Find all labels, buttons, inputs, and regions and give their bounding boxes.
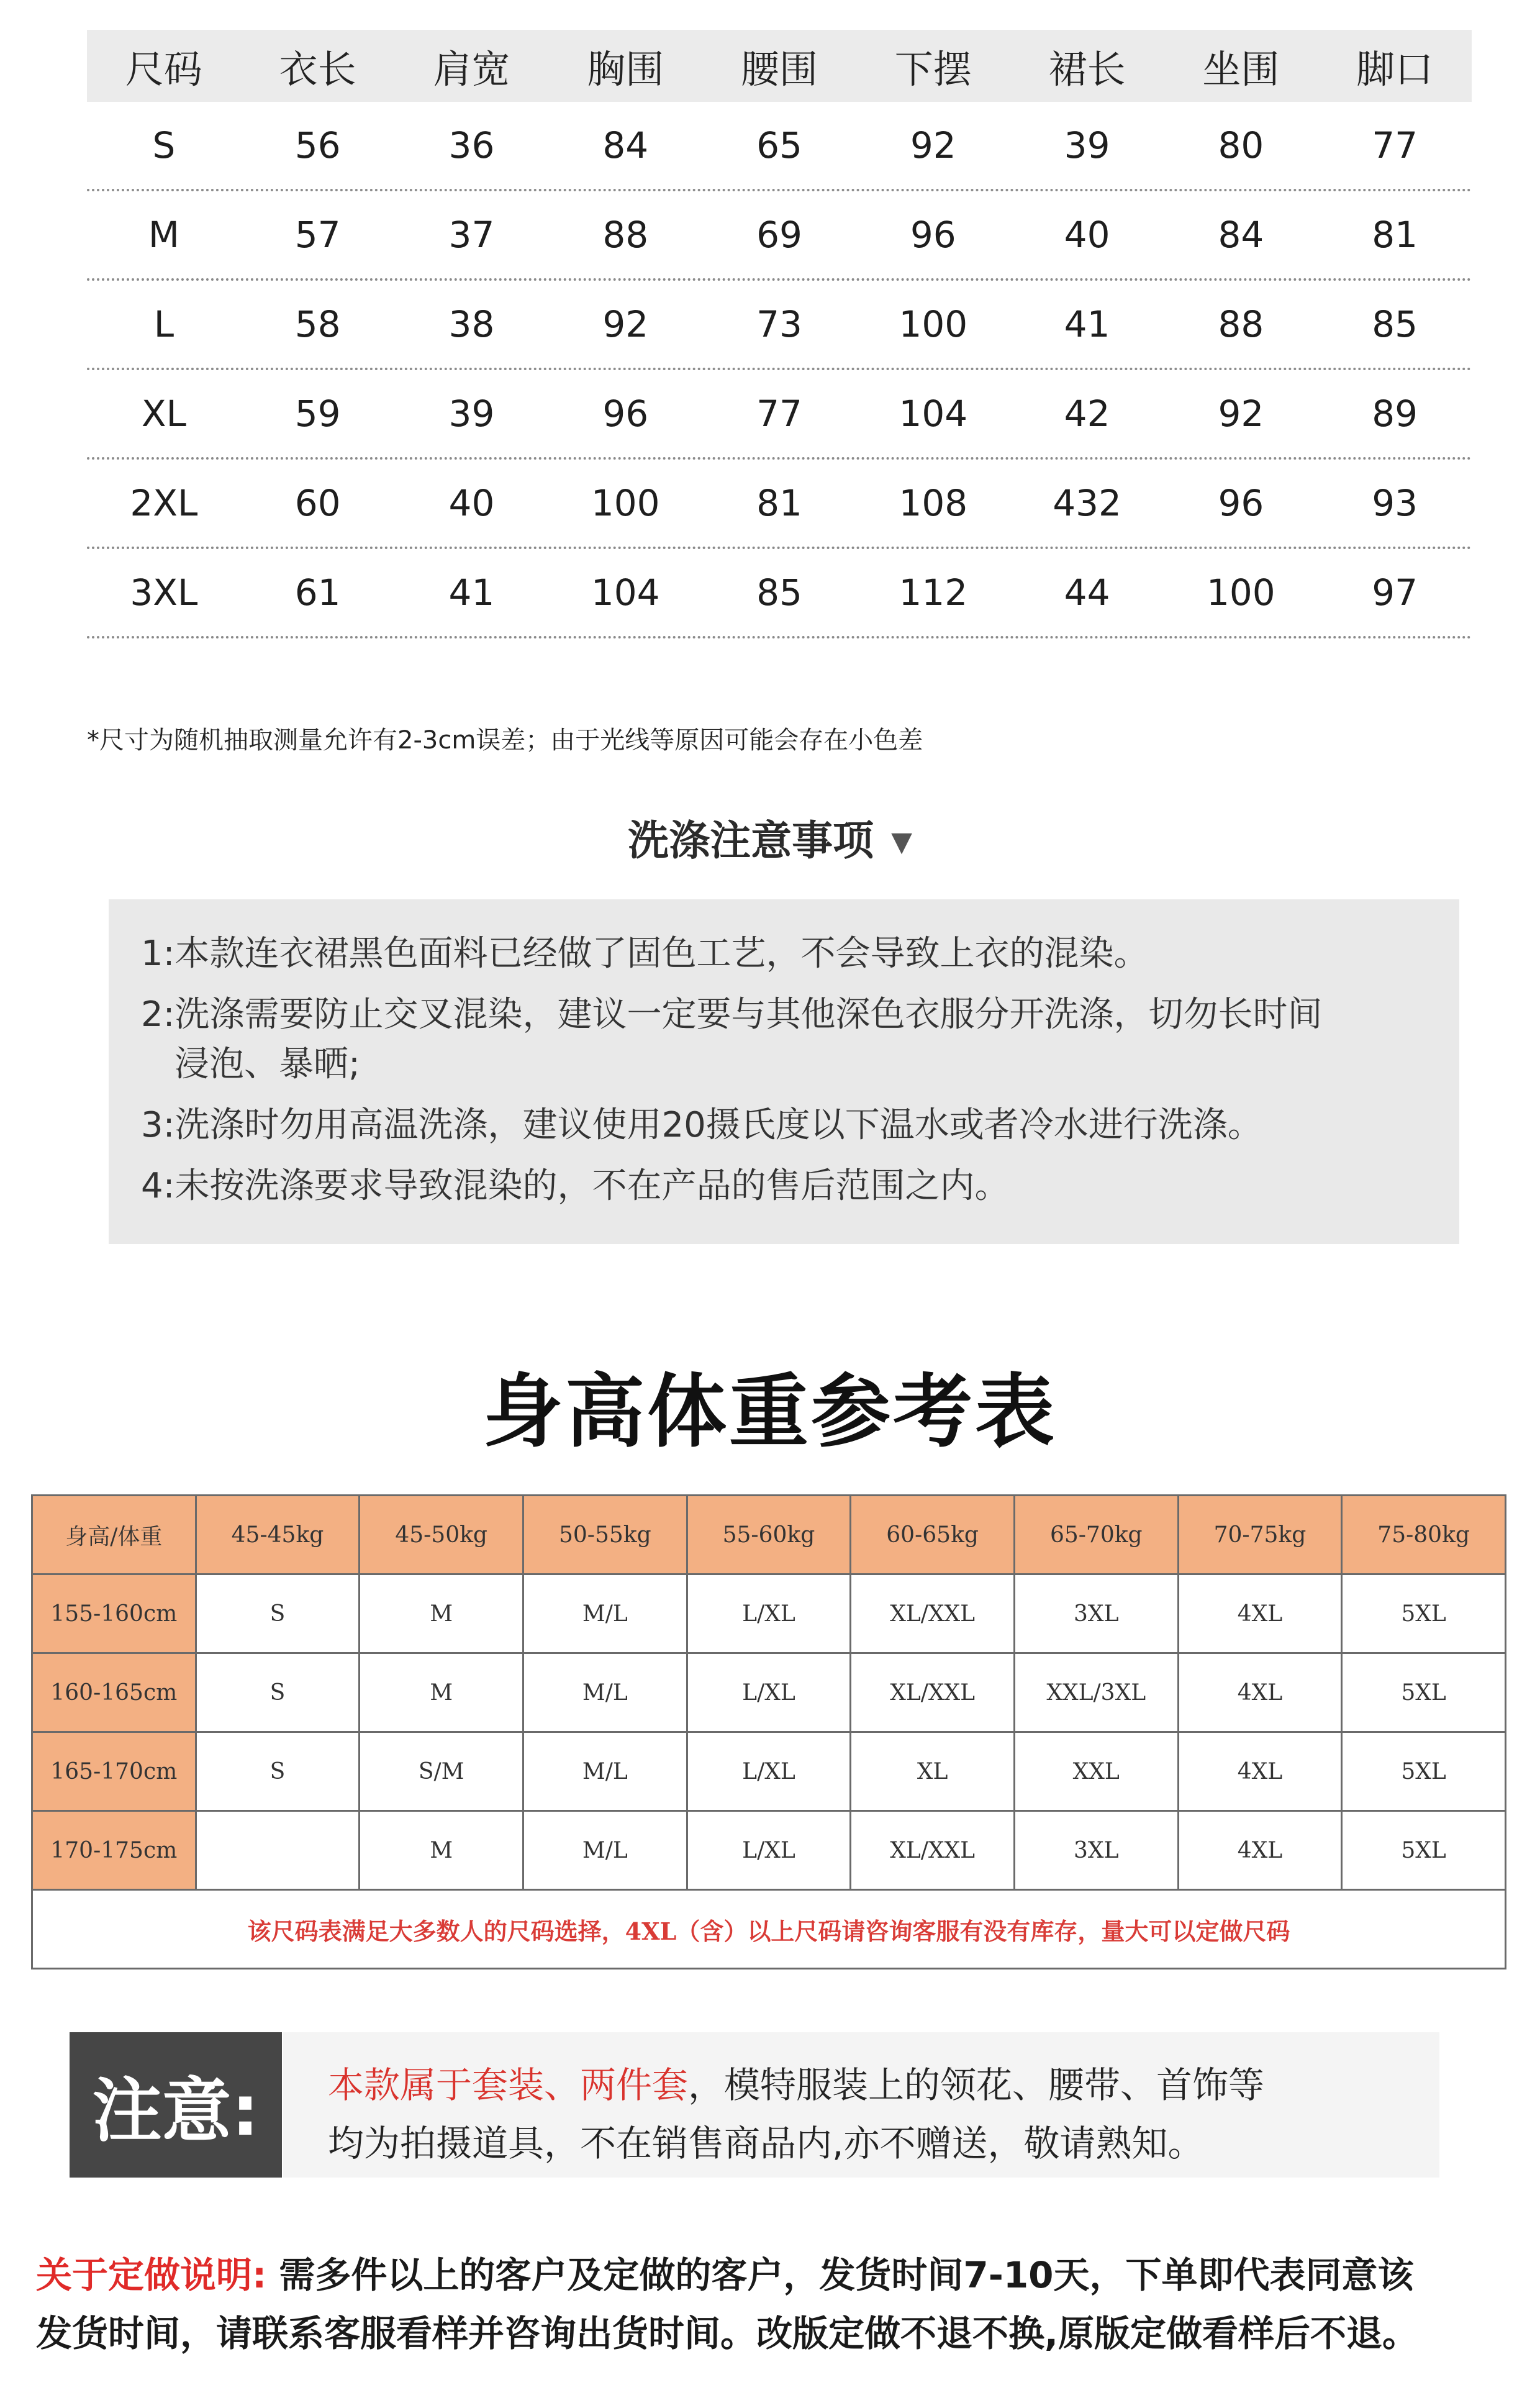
weight-header: 65-70kg [1014, 1496, 1178, 1574]
size-value: 88 [602, 214, 649, 256]
size-value: 84 [1218, 214, 1264, 256]
size-value: 80 [1218, 124, 1264, 166]
recommended-size: 3XL [1014, 1811, 1178, 1890]
size-value: 36 [448, 124, 495, 166]
recommended-size: S [196, 1653, 360, 1732]
wash-item-line: 浸泡、暴晒; [174, 1044, 360, 1084]
size-value: 61 [294, 571, 341, 614]
size-value: 96 [602, 393, 649, 435]
height-weight-table [31, 1494, 1506, 1969]
recommended-size: 4XL [1178, 1574, 1342, 1653]
size-value: 104 [591, 571, 660, 614]
reference-row [32, 1811, 1506, 1890]
recommended-size: XL [851, 1732, 1015, 1811]
recommended-size: L/XL [687, 1811, 851, 1890]
size-value: 81 [756, 482, 802, 524]
size-row [87, 370, 1472, 460]
recommended-size: L/XL [687, 1574, 851, 1653]
recommended-size: L/XL [687, 1732, 851, 1811]
reference-row [32, 1574, 1506, 1653]
size-value: 108 [899, 482, 968, 524]
reference-note-row [32, 1890, 1506, 1969]
height-label: 170-175cm [32, 1811, 196, 1890]
wash-item [141, 990, 1424, 1089]
header-cell: 坐围 [1202, 46, 1280, 92]
notice-badge: 注意: [70, 2032, 282, 2178]
size-row [87, 281, 1472, 370]
size-value: 112 [899, 571, 968, 614]
recommended-size: M [360, 1574, 523, 1653]
size-value: 92 [602, 303, 649, 345]
size-value: 69 [756, 214, 802, 256]
recommended-size: L/XL [687, 1653, 851, 1732]
header-cell: 下摆 [894, 46, 972, 92]
size-value: 77 [1372, 124, 1418, 166]
size-value: 40 [448, 482, 495, 524]
wash-title-text: 洗涤注意事项 [628, 817, 874, 865]
size-value: 44 [1064, 571, 1110, 614]
size-row [87, 102, 1472, 191]
recommended-size [196, 1811, 360, 1890]
size-value: 89 [1372, 393, 1418, 435]
recommended-size: S [196, 1574, 360, 1653]
notice-text [283, 2032, 1439, 2178]
header-cell: 肩宽 [433, 46, 510, 92]
wash-item: 4:未按洗涤要求导致混染的，不在产品的售后范围之内。 [141, 1166, 1010, 1206]
notice-line: 均为拍摄道具，不在销售商品内,亦不赠送，敬请熟知。 [328, 2122, 1204, 2165]
size-label: L [153, 303, 174, 345]
recommended-size: M/L [523, 1653, 687, 1732]
recommended-size: M [360, 1653, 523, 1732]
size-value: 37 [448, 214, 495, 256]
reference-row [32, 1732, 1506, 1811]
recommended-size: XXL [1014, 1732, 1178, 1811]
reference-title: 身高体重参考表 [482, 1366, 1057, 1458]
size-value: 59 [294, 393, 341, 435]
size-value: 65 [756, 124, 802, 166]
recommended-size: 5XL [1342, 1811, 1506, 1890]
header-cell: 腰围 [741, 46, 818, 92]
header-cell: 胸围 [587, 46, 664, 92]
size-value: 41 [1064, 303, 1110, 345]
recommended-size: 3XL [1014, 1574, 1178, 1653]
recommended-size: XL/XXL [851, 1653, 1015, 1732]
size-tolerance-note: *尺寸为随机抽取测量允许有2-3cm误差；由于光线等原因可能会存在小色差 [87, 726, 923, 755]
weight-header: 70-75kg [1178, 1496, 1342, 1574]
recommended-size: 5XL [1342, 1653, 1506, 1732]
size-value: 57 [294, 214, 341, 256]
header-cell: 脚口 [1356, 46, 1434, 92]
weight-header: 60-65kg [851, 1496, 1015, 1574]
size-value: 77 [756, 393, 802, 435]
recommended-size: 4XL [1178, 1732, 1342, 1811]
size-value: 84 [602, 124, 649, 166]
reference-note: 该尺码表满足大多数人的尺码选择，4XL（含）以上尺码请咨询客服有没有库存，量大可以定做尺码 [32, 1890, 1506, 1969]
custom-line: 发货时间，请联系客服看样并咨询出货时间。改版定做不退不换,原版定做看样后不退。 [36, 2312, 1419, 2355]
size-value: 85 [1372, 303, 1418, 345]
size-value: 39 [448, 393, 495, 435]
recommended-size: XL/XXL [851, 1574, 1015, 1653]
recommended-size: M/L [523, 1732, 687, 1811]
size-value: 104 [899, 393, 968, 435]
size-table-body [87, 102, 1472, 638]
recommended-size: M [360, 1811, 523, 1890]
recommended-size: XL/XXL [851, 1811, 1015, 1890]
recommended-size: 5XL [1342, 1574, 1506, 1653]
size-value: 92 [1218, 393, 1264, 435]
size-value: 100 [899, 303, 968, 345]
recommended-size: S/M [360, 1732, 523, 1811]
height-label: 155-160cm [32, 1574, 196, 1653]
size-value: 93 [1372, 482, 1418, 524]
height-label: 165-170cm [32, 1732, 196, 1811]
header-cell: 裙长 [1048, 46, 1126, 92]
reference-header-row [32, 1496, 1506, 1574]
corner-cell: 身高/体重 [32, 1496, 196, 1574]
size-value: 38 [448, 303, 495, 345]
size-value: 97 [1372, 571, 1418, 614]
size-label: 2XL [130, 482, 198, 524]
size-label: 3XL [130, 571, 198, 614]
wash-item-line: 2:洗涤需要防止交叉混染，建议一定要与其他深色衣服分开洗涤，切勿长时间 [141, 994, 1323, 1035]
recommended-size: 5XL [1342, 1732, 1506, 1811]
weight-header: 55-60kg [687, 1496, 851, 1574]
custom-label: 关于定做说明: [36, 2254, 267, 2296]
size-value: 85 [756, 571, 802, 614]
weight-header: 45-50kg [360, 1496, 523, 1574]
notice-highlight: 本款属于套装、两件套 [328, 2064, 689, 2106]
header-cell: 尺码 [125, 46, 202, 92]
notice-line [328, 2056, 1439, 2114]
height-label: 160-165cm [32, 1653, 196, 1732]
size-value: 92 [910, 124, 956, 166]
size-label: XL [141, 393, 186, 435]
size-value: 100 [591, 482, 660, 524]
size-value: 60 [294, 482, 341, 524]
wash-instructions [109, 899, 1459, 1244]
size-value: 39 [1064, 124, 1110, 166]
custom-order-note [36, 2246, 1514, 2363]
size-row [87, 549, 1472, 638]
recommended-size: 4XL [1178, 1811, 1342, 1890]
size-value: 88 [1218, 303, 1264, 345]
weight-header: 50-55kg [523, 1496, 687, 1574]
size-value: 56 [294, 124, 341, 166]
recommended-size: M/L [523, 1574, 687, 1653]
size-row [87, 460, 1472, 549]
recommended-size: 4XL [1178, 1653, 1342, 1732]
size-label: S [152, 124, 176, 166]
notice-line-rest: ，模特服装上的领花、腰带、首饰等 [688, 2064, 1265, 2106]
weight-header: 75-80kg [1342, 1496, 1506, 1574]
weight-header: 45-45kg [196, 1496, 360, 1574]
size-row [87, 191, 1472, 281]
recommended-size: XXL/3XL [1014, 1653, 1178, 1732]
size-value: 40 [1064, 214, 1110, 256]
size-value: 41 [448, 571, 495, 614]
size-value: 96 [910, 214, 956, 256]
size-value: 432 [1053, 482, 1121, 524]
size-value: 100 [1207, 571, 1275, 614]
size-value: 81 [1372, 214, 1418, 256]
recommended-size: S [196, 1732, 360, 1811]
size-value: 42 [1064, 393, 1110, 435]
recommended-size: M/L [523, 1811, 687, 1890]
header-cell: 衣长 [279, 46, 356, 92]
size-table [87, 30, 1472, 638]
size-value: 73 [756, 303, 802, 345]
wash-item: 3:洗涤时勿用高温洗涤，建议使用20摄氏度以下温水或者冷水进行洗涤。 [141, 1105, 1262, 1145]
triangle-down-icon: ▼ [891, 826, 912, 858]
size-table-header [87, 30, 1472, 102]
wash-title [0, 807, 1540, 866]
reference-row [32, 1653, 1506, 1732]
custom-line: 需多件以上的客户及定做的客户，发货时间7-10天，下单即代表同意该 [266, 2254, 1414, 2296]
wash-item: 1:本款连衣裙黑色面料已经做了固色工艺，不会导致上衣的混染。 [141, 934, 1149, 974]
size-value: 58 [294, 303, 341, 345]
size-label: M [148, 214, 179, 256]
size-value: 96 [1218, 482, 1264, 524]
